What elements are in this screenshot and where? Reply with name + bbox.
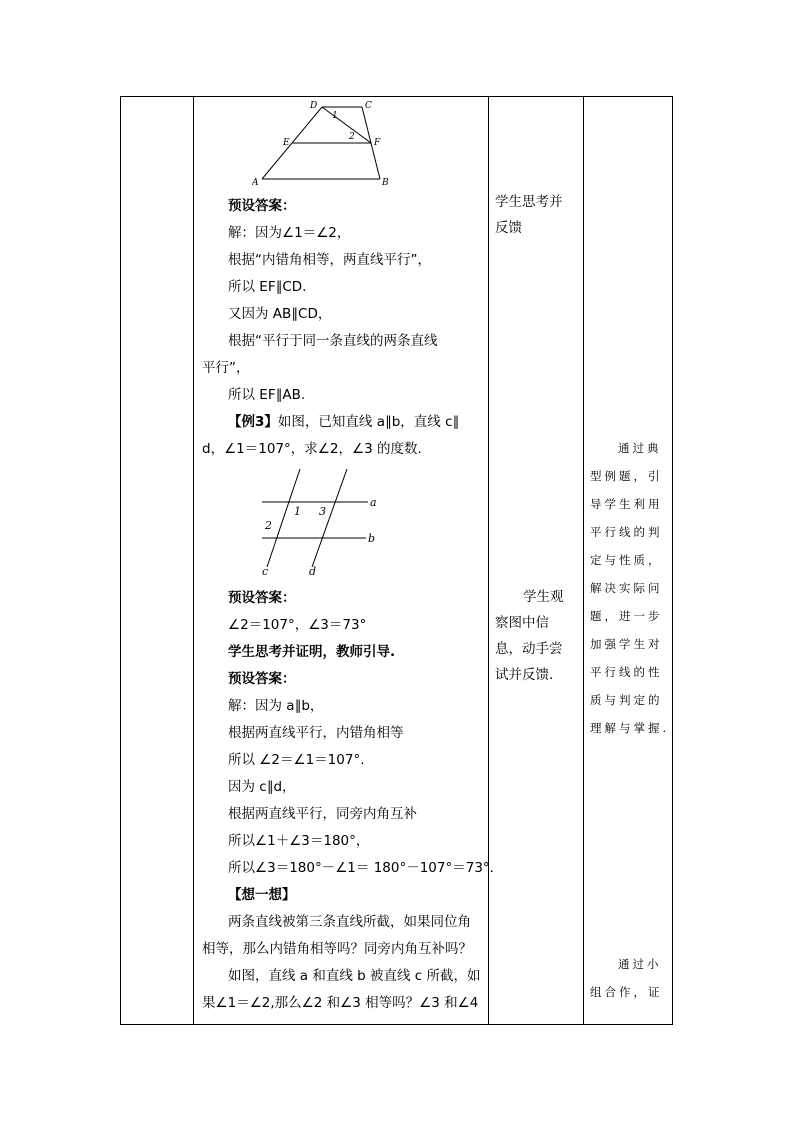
label-e: E [283, 138, 290, 148]
answer2-heading-2: 预设答案： [228, 671, 296, 687]
think-line: 两条直线被第三条直线所截，如果同位角 [228, 914, 471, 930]
parallel-lines-figure [254, 467, 384, 579]
answer2-line: 解：因为 a∥b， [228, 698, 324, 714]
student-activity-line: 学生观 [523, 589, 564, 605]
design-intent-line: 平行线的性 [590, 665, 663, 679]
think-title: 【想一想】 [228, 887, 296, 903]
answer1-line: 根据“平行于同一条直线的两条直线 [228, 333, 438, 349]
column-design-intent [584, 97, 673, 1024]
design-intent-line: 组合作，证 [590, 985, 663, 999]
example3-tag: 【例3】 [228, 414, 278, 430]
answer2-line: 所以∠3＝180°－∠1＝ 180°－107°＝73°． [228, 860, 504, 876]
example3-line: d，∠1＝107°，求∠2，∠3 的度数. [202, 441, 422, 457]
design-intent-line: 质与判定的 [590, 693, 663, 707]
label-angle-1: 1 [332, 111, 338, 121]
label-d: D [310, 101, 318, 111]
column-student-activity [489, 97, 583, 1024]
answer1-line: 所以 EF∥CD. [228, 279, 307, 295]
design-intent-line: 题，进一步 [590, 609, 663, 623]
answer2-line: 根据两直线平行，同旁内角互补 [228, 806, 417, 822]
column-content [194, 97, 504, 1024]
label-angle-2: 2 [349, 132, 355, 142]
answer1-line: 解：因为∠1＝∠2， [228, 225, 351, 241]
label-f: F [374, 138, 381, 148]
think-line: 相等，那么内错角相等吗？同旁内角互补吗？ [202, 941, 472, 957]
label-b: b [368, 532, 376, 545]
label-angle-1: 1 [294, 505, 301, 518]
design-intent-line: 解决实际问 [590, 581, 663, 595]
example3-text: 如图，已知直线 a∥b，直线 c∥ [277, 414, 460, 430]
answer2-line: 所以 ∠2＝∠1＝107°. [228, 752, 365, 768]
label-angle-3: 3 [319, 505, 326, 518]
design-intent-line: 型例题，引 [590, 469, 663, 483]
design-intent-line: 通过小 [618, 957, 662, 971]
student-activity-line: 察图中信 [495, 615, 549, 631]
answer2-result: ∠2＝107°，∠3＝73° [228, 617, 367, 633]
label-c: c [262, 565, 269, 578]
answer2-line: 因为 c∥d， [228, 779, 296, 795]
answer1-line: 平行”， [202, 360, 250, 376]
student-activity-line: 息，动手尝 [495, 641, 563, 657]
example3-line [228, 413, 459, 431]
answer2-line: 根据两直线平行，内错角相等 [228, 725, 404, 741]
lesson-table [120, 96, 673, 1025]
answer2-line: 所以∠1＋∠3＝180°， [228, 833, 370, 849]
answer1-line: 又因为 AB∥CD， [228, 306, 332, 322]
trapezoid-figure [252, 99, 392, 189]
student-activity-line: 试并反馈. [495, 667, 554, 683]
answer1-heading: 预设答案： [228, 198, 296, 214]
column-stage [121, 97, 193, 1024]
design-intent-line: 通过典 [618, 441, 662, 455]
think-line: 果∠1＝∠2,那么∠2 和∠3 相等吗？∠3 和∠4 [202, 995, 479, 1011]
line-d [312, 469, 347, 567]
design-intent-line: 定与性质， [590, 553, 663, 567]
design-intent-line: 理解与掌握. [590, 721, 670, 735]
label-angle-2: 2 [265, 519, 272, 532]
answer1-line: 根据“内错角相等，两直线平行”， [228, 252, 431, 268]
answer2-heading: 预设答案： [228, 590, 296, 606]
design-intent-line: 加强学生对 [590, 637, 663, 651]
student-activity-line: 反馈 [495, 220, 522, 236]
design-intent-line: 导学生利用 [590, 497, 663, 511]
label-d: d [309, 565, 317, 578]
think-prove-line: 学生思考并证明，教师引导. [228, 644, 396, 660]
answer1-line: 所以 EF∥AB. [228, 387, 306, 403]
label-b: B [382, 178, 389, 188]
student-activity-line: 学生思考并 [495, 194, 563, 210]
label-a: A [252, 178, 259, 188]
line-c [267, 469, 300, 567]
label-c: C [365, 101, 372, 111]
design-intent-line: 平行线的判 [590, 525, 663, 539]
think-line: 如图，直线 a 和直线 b 被直线 c 所截，如 [228, 968, 481, 984]
label-a: a [370, 496, 377, 509]
